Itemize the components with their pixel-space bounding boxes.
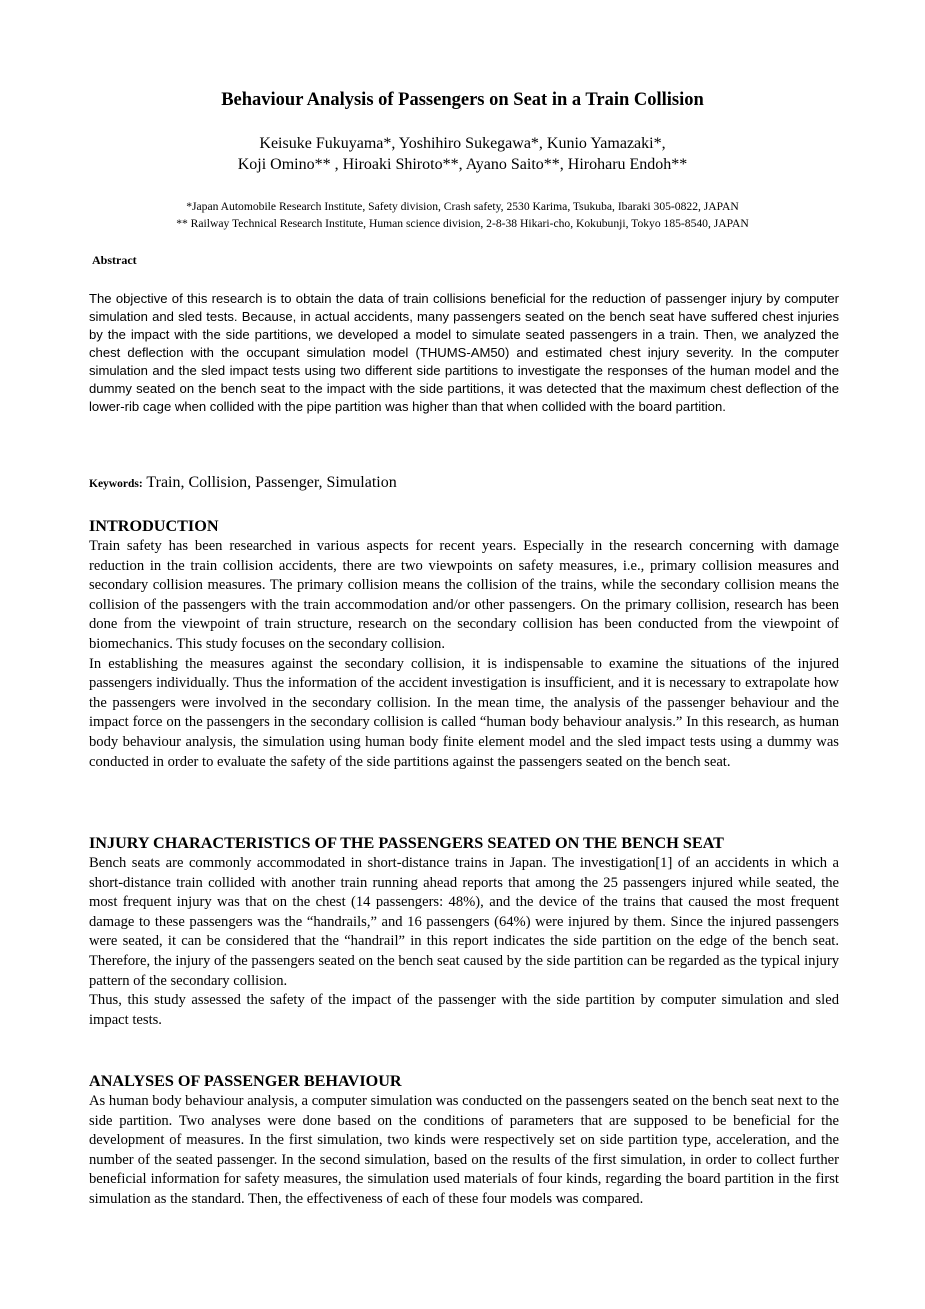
section-heading-introduction: INTRODUCTION — [89, 517, 219, 535]
keywords-colon: : — [138, 478, 143, 490]
abstract-heading: Abstract — [92, 253, 137, 267]
author-list — [0, 133, 925, 175]
paper-title: Behaviour Analysis of Passengers on Seat in a Train Collision — [221, 90, 704, 110]
affiliation-line-1: *Japan Automobile Research Institute, Safety division, Crash safety, 2530 Karima, Tsukuba, Ibaraki 305-0822, JAPAN — [186, 200, 739, 213]
paragraph: In establishing the measures against the secondary collision, it is indispensable to examine the situations of the injured passengers individually. Thus the information of the accident investigation is insufficient, and it is necessary to extrapolate how the passengers were involved in the secondary collision. In the mean time, the analysis of the passenger behaviour and the impact force on the passengers in the secondary collision is called “human body behaviour analysis.” In this research, as human body behaviour analysis, the simulation using human body finite element model and the sled impact tests using a dummy was conducted in order to evaluate the safety of the side partitions against the passengers seated on the bench seat. — [89, 655, 839, 770]
keywords-line — [89, 472, 397, 495]
paragraph: As human body behaviour analysis, a computer simulation was conducted on the passengers seated on the bench seat next to the side partition. Two analyses were done based on the conditions of parameters that are supposed to be beneficial for the development of measures. In the first simulation, two kinds were respectively set on side partition type, acceleration, and the number of the seated passenger. In the second simulation, based on the results of the first simulation, in order to collect further beneficial information for safety measures, the simulation used materials of four kinds, regarding the board partition in the first simulation as the standard. Then, the effectiveness of each of these four models was compared. — [89, 1093, 839, 1207]
author-line-1: Keisuke Fukuyama*, Yoshihiro Sukegawa*, Kunio Yamazaki*, — [259, 135, 666, 152]
section-body-introduction — [89, 537, 839, 772]
section-body-injury — [89, 854, 839, 1030]
section-heading-analyses: ANALYSES OF PASSENGER BEHAVIOUR — [89, 1072, 402, 1090]
section-body-analyses — [89, 1092, 839, 1210]
affiliations — [0, 198, 925, 232]
affiliation-line-2: ** Railway Technical Research Institute, Human science division, 2-8-38 Hikari-cho, Kokubunji, Tokyo 185-8540, JAPAN — [176, 217, 749, 230]
section-heading-injury: INJURY CHARACTERISTICS OF THE PASSENGERS SEATED ON THE BENCH SEAT — [89, 834, 724, 852]
abstract-text: The objective of this research is to obtain the data of train collisions beneficial for the reduction of passenger injury by computer simulation and sled tests. Because, in actual accidents, many passengers seated on the bench seat have suffered chest injuries by the impact with the side partitions, we developed a model to simulate seated passengers in a train. Then, we analyzed the chest deflection with the occupant simulation model (THUMS-AM50) and estimated chest injury severity. In the computer simulation and the sled impact tests using two different side partitions to investigate the responses of the human model and the dummy seated on the bench seat to the impact with the side partitions, it was detected that the maximum chest deflection of the lower-rib cage when collided with the pipe partition was higher than that when collided with the board partition. — [89, 291, 839, 414]
paragraph: Bench seats are commonly accommodated in short-distance trains in Japan. The investigation[1] of an accidents in which a short-distance train collided with another train running ahead reports that among the 25 passengers injured while seated, the most frequent injury was that on the chest (14 passengers: 48%), and the device of the trains that caused the most frequent damage to these passengers was the “handrails,” and 16 passengers (64%) were injured by them. Since the injured passengers were seated, it can be considered that the “handrail” in this report indicates the side partition on the edge of the bench seat. Therefore, the injury of the passengers seated on the bench seat caused by the side partition can be regarded as the typical injury pattern of the secondary collision. — [89, 855, 839, 989]
author-line-2: Koji Omino** , Hiroaki Shiroto**, Ayano Saito**, Hiroharu Endoh** — [237, 156, 688, 173]
keywords-label: Keywords — [89, 478, 139, 490]
paragraph: Thus, this study assessed the safety of the impact of the passenger with the side partition by computer simulation and sled impact tests. — [89, 992, 839, 1028]
paragraph: Train safety has been researched in various aspects for recent years. Especially in the research concerning with damage reduction in the train collision accidents, there are two viewpoints on safety measures, i.e., primary collision measures and secondary collision measures. The primary collision means the collision of the trains, while the secondary collision means the collision of the passengers with the train accommodation and/or other passengers. On the primary collision, research has been done from the viewpoint of train structure, research on the secondary collision has been conducted from the viewpoint of biomechanics. This study focuses on the secondary collision. — [89, 538, 839, 652]
keywords-values: Train, Collision, Passenger, Simulation — [146, 474, 397, 491]
